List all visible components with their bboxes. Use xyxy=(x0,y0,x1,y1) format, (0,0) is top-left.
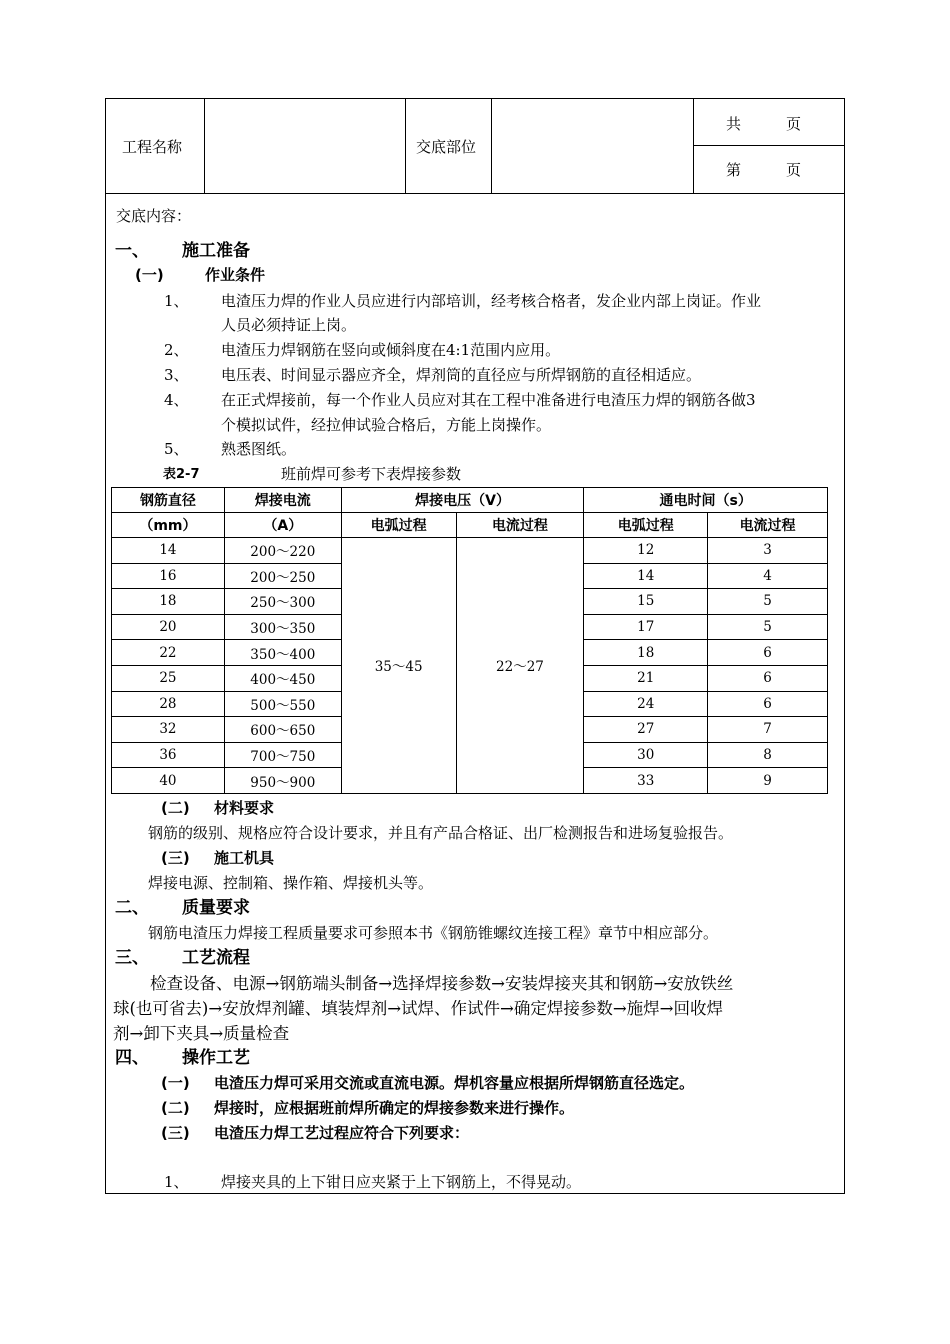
subsection-1-number: (一) xyxy=(135,266,164,284)
requirement-text: 焊接夹具的上下钳日应夹紧于上下钢筋上，不得晃动。 xyxy=(221,1173,582,1191)
operation-item-text: 电渣压力焊工艺过程应符合下列要求： xyxy=(214,1124,470,1142)
item-text: 在正式焊接前，每一个作业人员应对其在工程中准备进行电渣压力焊的钢筋各做3 xyxy=(221,391,756,409)
cell-current: 350～400 xyxy=(224,640,341,666)
cell-current: 600～650 xyxy=(224,717,341,743)
cell-flow-time: 8 xyxy=(708,742,828,768)
section-3-title: 工艺流程 xyxy=(182,948,250,968)
item-text: 个模拟试件，经拉伸试验合格后，方能上岗操作。 xyxy=(221,416,552,434)
table-row xyxy=(112,538,828,564)
header-time: 通电时间（s） xyxy=(584,488,828,513)
cell-arc-time: 24 xyxy=(584,691,708,717)
cell-flow-time: 4 xyxy=(708,563,828,589)
cell-diameter: 14 xyxy=(112,538,225,564)
item-number: 2、 xyxy=(164,341,189,359)
subsection-1-title: 作业条件 xyxy=(205,266,266,284)
cell-current: 250～300 xyxy=(224,589,341,615)
subsection-2-text: 钢筋的级别、规格应符合设计要求，并且有产品合格证、出厂检测报告和进场复验报告。 xyxy=(148,824,734,842)
cell-flow-time: 6 xyxy=(708,691,828,717)
welding-parameter-table xyxy=(111,487,828,794)
item-text: 熟悉图纸。 xyxy=(221,440,297,458)
cell-flow-time: 7 xyxy=(708,717,828,743)
item-number: 5、 xyxy=(164,440,189,458)
cell-current: 300～350 xyxy=(224,614,341,640)
cell-flow-time: 5 xyxy=(708,614,828,640)
cell-arc-time: 30 xyxy=(584,742,708,768)
cell-flow-time: 3 xyxy=(708,538,828,564)
header-time-arc: 电弧过程 xyxy=(584,513,708,538)
cell-arc-time: 27 xyxy=(584,717,708,743)
header-divider xyxy=(204,99,205,193)
content-label: 交底内容： xyxy=(116,207,192,225)
operation-item-number: (三) xyxy=(161,1124,190,1142)
cell-diameter: 28 xyxy=(112,691,225,717)
item-text: 电渣压力焊的作业人员应进行内部培训，经考核合格者，发企业内部上岗证。作业 xyxy=(221,292,762,310)
table-number: 表2-7 xyxy=(163,467,200,482)
header-divider xyxy=(405,99,406,193)
subsection-2-title: 材料要求 xyxy=(214,799,275,817)
cell-arc-time: 17 xyxy=(584,614,708,640)
process-flow-line: 剂→卸下夹具→质量检查 xyxy=(113,1024,290,1043)
subsection-3-number: (三) xyxy=(161,849,190,867)
header-voltage-arc: 电弧过程 xyxy=(341,513,456,538)
item-text: 电压表、时间显示器应齐全，焊剂筒的直径应与所焊钢筋的直径相适应。 xyxy=(221,366,702,384)
handover-part-label: 交底部位 xyxy=(416,138,477,156)
operation-item-text: 焊接时，应根据班前焊所确定的焊接参数来进行操作。 xyxy=(214,1099,575,1117)
cell-current: 500～550 xyxy=(224,691,341,717)
cell-current: 200～220 xyxy=(224,538,341,564)
header-divider xyxy=(693,99,694,193)
section-3-number: 三、 xyxy=(115,948,149,968)
cell-flow-time: 6 xyxy=(708,665,828,691)
item-number: 3、 xyxy=(164,366,189,384)
requirement-number: 1、 xyxy=(164,1173,189,1191)
section-1-number: 一、 xyxy=(115,241,149,261)
section-4-title: 操作工艺 xyxy=(182,1048,250,1068)
header-divider xyxy=(491,99,492,193)
cell-diameter: 20 xyxy=(112,614,225,640)
cell-current: 950～900 xyxy=(224,768,341,794)
header-split-line xyxy=(693,145,844,146)
header-voltage-flow: 电流过程 xyxy=(456,513,584,538)
operation-item-number: (一) xyxy=(161,1074,190,1092)
cell-diameter: 22 xyxy=(112,640,225,666)
cell-arc-voltage: 35～45 xyxy=(341,538,456,794)
table-caption: 班前焊可参考下表焊接参数 xyxy=(281,465,462,483)
header-current-unit: （A） xyxy=(224,513,341,538)
item-text: 人员必须持证上岗。 xyxy=(221,316,357,334)
operation-item-number: (二) xyxy=(161,1099,190,1117)
cell-diameter: 40 xyxy=(112,768,225,794)
operation-item-text: 电渣压力焊可采用交流或直流电源。焊机容量应根据所焊钢筋直径选定。 xyxy=(214,1074,695,1092)
cell-arc-time: 12 xyxy=(584,538,708,564)
cell-diameter: 36 xyxy=(112,742,225,768)
section-4-number: 四、 xyxy=(115,1048,149,1068)
item-number: 4、 xyxy=(164,391,189,409)
item-text: 电渣压力焊钢筋在竖向或倾斜度在4:1范围内应用。 xyxy=(221,341,561,359)
header-time-flow: 电流过程 xyxy=(708,513,828,538)
header-diameter: 钢筋直径 xyxy=(112,488,225,513)
cell-diameter: 25 xyxy=(112,665,225,691)
cell-arc-time: 33 xyxy=(584,768,708,794)
cell-arc-time: 14 xyxy=(584,563,708,589)
header-current: 焊接电流 xyxy=(224,488,341,513)
cell-current: 700～750 xyxy=(224,742,341,768)
cell-current: 400～450 xyxy=(224,665,341,691)
cell-arc-time: 15 xyxy=(584,589,708,615)
cell-flow-time: 9 xyxy=(708,768,828,794)
page-number-label: 第 页 xyxy=(726,161,802,179)
cell-flow-voltage: 22～27 xyxy=(456,538,584,794)
cell-flow-time: 5 xyxy=(708,589,828,615)
section-2-number: 二、 xyxy=(115,898,149,918)
subsection-3-text: 焊接电源、控制箱、操作箱、焊接机头等。 xyxy=(148,874,434,892)
section-1-title: 施工准备 xyxy=(182,241,250,261)
cell-flow-time: 6 xyxy=(708,640,828,666)
section-2-text: 钢筋电渣压力焊接工程质量要求可参照本书《钢筋锥螺纹连接工程》章节中相应部分。 xyxy=(148,924,719,942)
item-number: 1、 xyxy=(164,292,189,310)
cell-diameter: 16 xyxy=(112,563,225,589)
cell-arc-time: 18 xyxy=(584,640,708,666)
cell-current: 200～250 xyxy=(224,563,341,589)
header-diameter-unit: （mm） xyxy=(112,513,225,538)
header-row xyxy=(106,99,844,194)
process-flow-line: 检查设备、电源→钢筋端头制备→选择焊接参数→安装焊接夹其和钢筋→安放铁丝 xyxy=(150,974,734,993)
subsection-3-title: 施工机具 xyxy=(214,849,275,867)
cell-diameter: 32 xyxy=(112,717,225,743)
process-flow-line: 球(也可省去)→安放焊剂罐、填装焊剂→试焊、作试件→确定焊接参数→施焊→回收焊 xyxy=(113,999,724,1018)
subsection-2-number: (二) xyxy=(161,799,190,817)
header-voltage: 焊接电压（V） xyxy=(341,488,584,513)
project-name-label: 工程名称 xyxy=(122,138,183,156)
section-2-title: 质量要求 xyxy=(182,898,250,918)
total-pages-label: 共 页 xyxy=(726,115,802,133)
cell-arc-time: 21 xyxy=(584,665,708,691)
cell-diameter: 18 xyxy=(112,589,225,615)
